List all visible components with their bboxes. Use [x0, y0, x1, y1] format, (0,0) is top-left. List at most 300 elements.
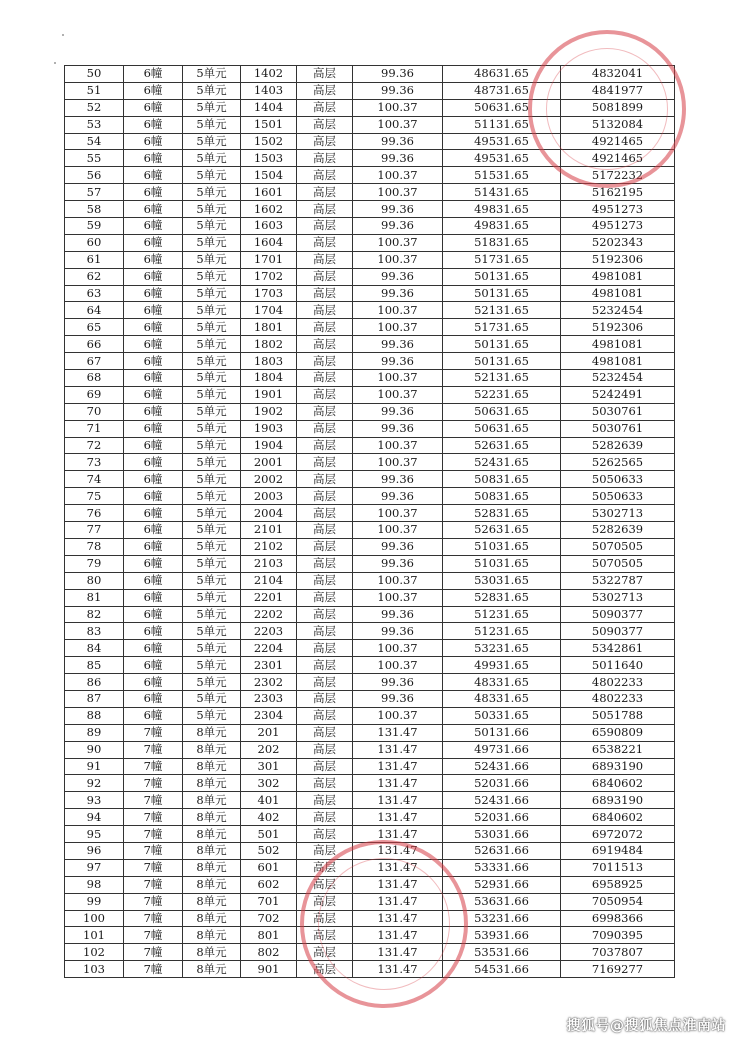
building-type-cell: 高层 [297, 606, 353, 623]
area-cell: 100.37 [353, 707, 443, 724]
unit-cell: 5单元 [183, 454, 241, 471]
row-index-cell: 90 [65, 741, 124, 758]
unit-cell: 5单元 [183, 657, 241, 674]
unit-cell: 5单元 [183, 488, 241, 505]
total-price-cell: 7169277 [561, 961, 675, 978]
area-cell: 131.47 [353, 893, 443, 910]
building-type-cell: 高层 [297, 234, 353, 251]
unit-cell: 5单元 [183, 251, 241, 268]
area-cell: 99.36 [353, 623, 443, 640]
unit-price-cell: 50831.65 [443, 488, 561, 505]
total-price-cell: 5262565 [561, 454, 675, 471]
building-type-cell: 高层 [297, 927, 353, 944]
room-number-cell: 1502 [241, 133, 297, 150]
unit-cell: 5单元 [183, 522, 241, 539]
building-type-cell: 高层 [297, 99, 353, 116]
unit-price-cell: 53031.66 [443, 826, 561, 843]
table-row [65, 488, 675, 505]
area-cell: 100.37 [353, 572, 443, 589]
table-row [65, 403, 675, 420]
room-number-cell: 2303 [241, 690, 297, 707]
area-cell: 99.36 [353, 674, 443, 691]
row-index-cell: 98 [65, 876, 124, 893]
room-number-cell: 402 [241, 809, 297, 826]
building-cell: 6幢 [124, 133, 183, 150]
row-index-cell: 69 [65, 386, 124, 403]
building-type-cell: 高层 [297, 386, 353, 403]
unit-cell: 5单元 [183, 606, 241, 623]
total-price-cell: 5322787 [561, 572, 675, 589]
building-cell: 6幢 [124, 386, 183, 403]
building-type-cell: 高层 [297, 66, 353, 83]
area-cell: 131.47 [353, 775, 443, 792]
building-type-cell: 高层 [297, 758, 353, 775]
building-type-cell: 高层 [297, 741, 353, 758]
building-type-cell: 高层 [297, 707, 353, 724]
building-cell: 7幢 [124, 927, 183, 944]
area-cell: 131.47 [353, 758, 443, 775]
unit-cell: 5单元 [183, 353, 241, 370]
watermark-text: 搜狐号@搜狐焦点淮南站 [566, 1018, 726, 1034]
unit-cell: 5单元 [183, 572, 241, 589]
unit-price-cell: 52431.65 [443, 454, 561, 471]
area-cell: 100.37 [353, 522, 443, 539]
unit-price-cell: 51731.65 [443, 319, 561, 336]
building-cell: 6幢 [124, 319, 183, 336]
room-number-cell: 2203 [241, 623, 297, 640]
table-row [65, 758, 675, 775]
room-number-cell: 1703 [241, 285, 297, 302]
unit-cell: 5单元 [183, 623, 241, 640]
unit-price-cell: 50631.65 [443, 403, 561, 420]
row-index-cell: 93 [65, 792, 124, 809]
room-number-cell: 1701 [241, 251, 297, 268]
room-number-cell: 2102 [241, 538, 297, 555]
total-price-cell: 5132084 [561, 116, 675, 133]
area-cell: 131.47 [353, 859, 443, 876]
building-cell: 6幢 [124, 572, 183, 589]
total-price-cell: 5030761 [561, 403, 675, 420]
area-cell: 131.47 [353, 927, 443, 944]
unit-cell: 8单元 [183, 741, 241, 758]
table-row [65, 674, 675, 691]
room-number-cell: 901 [241, 961, 297, 978]
room-number-cell: 1604 [241, 234, 297, 251]
area-cell: 131.47 [353, 842, 443, 859]
building-type-cell: 高层 [297, 657, 353, 674]
building-cell: 6幢 [124, 336, 183, 353]
table-row [65, 640, 675, 657]
room-number-cell: 1702 [241, 268, 297, 285]
area-cell: 131.47 [353, 724, 443, 741]
total-price-cell: 5090377 [561, 623, 675, 640]
room-number-cell: 2201 [241, 589, 297, 606]
unit-price-cell: 51231.65 [443, 623, 561, 640]
room-number-cell: 2202 [241, 606, 297, 623]
room-number-cell: 2301 [241, 657, 297, 674]
row-index-cell: 59 [65, 218, 124, 235]
room-number-cell: 1602 [241, 201, 297, 218]
table-row [65, 302, 675, 319]
table-row [65, 336, 675, 353]
room-number-cell: 1804 [241, 370, 297, 387]
building-type-cell: 高层 [297, 302, 353, 319]
building-type-cell: 高层 [297, 893, 353, 910]
area-cell: 99.36 [353, 353, 443, 370]
room-number-cell: 2304 [241, 707, 297, 724]
area-cell: 99.36 [353, 488, 443, 505]
building-cell: 6幢 [124, 420, 183, 437]
total-price-cell: 5011640 [561, 657, 675, 674]
total-price-cell: 7050954 [561, 893, 675, 910]
row-index-cell: 78 [65, 538, 124, 555]
unit-cell: 5单元 [183, 471, 241, 488]
total-price-cell: 5172232 [561, 167, 675, 184]
table-row [65, 234, 675, 251]
area-cell: 100.37 [353, 167, 443, 184]
unit-cell: 5单元 [183, 285, 241, 302]
row-index-cell: 65 [65, 319, 124, 336]
row-index-cell: 52 [65, 99, 124, 116]
unit-cell: 5单元 [183, 218, 241, 235]
area-cell: 99.36 [353, 150, 443, 167]
building-cell: 7幢 [124, 961, 183, 978]
building-cell: 7幢 [124, 944, 183, 961]
room-number-cell: 302 [241, 775, 297, 792]
total-price-cell: 4921465 [561, 133, 675, 150]
area-cell: 131.47 [353, 961, 443, 978]
row-index-cell: 63 [65, 285, 124, 302]
building-type-cell: 高层 [297, 842, 353, 859]
unit-cell: 8单元 [183, 826, 241, 843]
building-type-cell: 高层 [297, 876, 353, 893]
unit-cell: 8单元 [183, 809, 241, 826]
table-row [65, 285, 675, 302]
row-index-cell: 61 [65, 251, 124, 268]
total-price-cell: 4981081 [561, 353, 675, 370]
table-row [65, 471, 675, 488]
area-cell: 99.36 [353, 133, 443, 150]
row-index-cell: 92 [65, 775, 124, 792]
unit-cell: 5单元 [183, 116, 241, 133]
room-number-cell: 202 [241, 741, 297, 758]
room-number-cell: 701 [241, 893, 297, 910]
unit-cell: 8单元 [183, 758, 241, 775]
building-cell: 7幢 [124, 775, 183, 792]
row-index-cell: 101 [65, 927, 124, 944]
unit-cell: 8单元 [183, 775, 241, 792]
unit-cell: 5单元 [183, 690, 241, 707]
total-price-cell: 4981081 [561, 285, 675, 302]
row-index-cell: 77 [65, 522, 124, 539]
building-type-cell: 高层 [297, 538, 353, 555]
unit-price-cell: 53031.65 [443, 572, 561, 589]
total-price-cell: 6893190 [561, 758, 675, 775]
unit-price-cell: 51231.65 [443, 606, 561, 623]
building-type-cell: 高层 [297, 674, 353, 691]
total-price-cell: 6538221 [561, 741, 675, 758]
unit-price-cell: 51431.65 [443, 184, 561, 201]
row-index-cell: 102 [65, 944, 124, 961]
table-row [65, 741, 675, 758]
area-cell: 100.37 [353, 184, 443, 201]
building-cell: 6幢 [124, 707, 183, 724]
building-cell: 6幢 [124, 218, 183, 235]
building-type-cell: 高层 [297, 792, 353, 809]
area-cell: 100.37 [353, 657, 443, 674]
unit-price-cell: 51531.65 [443, 167, 561, 184]
building-type-cell: 高层 [297, 420, 353, 437]
area-cell: 131.47 [353, 792, 443, 809]
building-cell: 7幢 [124, 741, 183, 758]
unit-cell: 5单元 [183, 167, 241, 184]
unit-price-cell: 50131.66 [443, 724, 561, 741]
table-row [65, 370, 675, 387]
building-cell: 6幢 [124, 66, 183, 83]
row-index-cell: 72 [65, 437, 124, 454]
row-index-cell: 51 [65, 82, 124, 99]
unit-cell: 5单元 [183, 420, 241, 437]
building-cell: 6幢 [124, 674, 183, 691]
row-index-cell: 56 [65, 167, 124, 184]
table-row [65, 589, 675, 606]
unit-cell: 8单元 [183, 961, 241, 978]
area-cell: 131.47 [353, 910, 443, 927]
room-number-cell: 1902 [241, 403, 297, 420]
area-cell: 99.36 [353, 538, 443, 555]
row-index-cell: 53 [65, 116, 124, 133]
area-cell: 99.36 [353, 403, 443, 420]
area-cell: 99.36 [353, 420, 443, 437]
row-index-cell: 50 [65, 66, 124, 83]
unit-price-cell: 53531.66 [443, 944, 561, 961]
row-index-cell: 64 [65, 302, 124, 319]
row-index-cell: 86 [65, 674, 124, 691]
building-cell: 6幢 [124, 184, 183, 201]
row-index-cell: 88 [65, 707, 124, 724]
unit-price-cell: 53231.66 [443, 910, 561, 927]
building-cell: 6幢 [124, 234, 183, 251]
total-price-cell: 5070505 [561, 555, 675, 572]
building-type-cell: 高层 [297, 133, 353, 150]
unit-price-cell: 50131.65 [443, 336, 561, 353]
total-price-cell: 4832041 [561, 66, 675, 83]
unit-price-cell: 52031.66 [443, 775, 561, 792]
row-index-cell: 87 [65, 690, 124, 707]
room-number-cell: 501 [241, 826, 297, 843]
area-cell: 99.36 [353, 690, 443, 707]
total-price-cell: 5282639 [561, 437, 675, 454]
table-row [65, 184, 675, 201]
table-row [65, 724, 675, 741]
building-cell: 6幢 [124, 488, 183, 505]
table-row [65, 386, 675, 403]
area-cell: 100.37 [353, 319, 443, 336]
building-cell: 6幢 [124, 370, 183, 387]
unit-price-cell: 53931.66 [443, 927, 561, 944]
building-type-cell: 高层 [297, 201, 353, 218]
room-number-cell: 2002 [241, 471, 297, 488]
official-seal-top [528, 30, 686, 188]
building-cell: 7幢 [124, 809, 183, 826]
room-number-cell: 1801 [241, 319, 297, 336]
unit-price-cell: 52631.66 [443, 842, 561, 859]
building-type-cell: 高层 [297, 454, 353, 471]
row-index-cell: 89 [65, 724, 124, 741]
building-cell: 6幢 [124, 555, 183, 572]
table-row [65, 268, 675, 285]
building-cell: 6幢 [124, 251, 183, 268]
total-price-cell: 4841977 [561, 82, 675, 99]
table-row [65, 606, 675, 623]
building-cell: 6幢 [124, 623, 183, 640]
building-cell: 6幢 [124, 353, 183, 370]
room-number-cell: 2101 [241, 522, 297, 539]
building-type-cell: 高层 [297, 589, 353, 606]
table-row [65, 420, 675, 437]
unit-price-cell: 51831.65 [443, 234, 561, 251]
total-price-cell: 4981081 [561, 336, 675, 353]
building-type-cell: 高层 [297, 437, 353, 454]
unit-price-cell: 48331.65 [443, 690, 561, 707]
total-price-cell: 5050633 [561, 471, 675, 488]
area-cell: 99.36 [353, 66, 443, 83]
area-cell: 131.47 [353, 944, 443, 961]
building-type-cell: 高层 [297, 522, 353, 539]
unit-price-cell: 50131.65 [443, 268, 561, 285]
unit-price-cell: 48331.65 [443, 674, 561, 691]
building-cell: 6幢 [124, 302, 183, 319]
area-cell: 100.37 [353, 370, 443, 387]
total-price-cell: 5282639 [561, 522, 675, 539]
total-price-cell: 7011513 [561, 859, 675, 876]
unit-cell: 5单元 [183, 640, 241, 657]
unit-price-cell: 52831.65 [443, 505, 561, 522]
area-cell: 99.36 [353, 336, 443, 353]
unit-price-cell: 52431.66 [443, 758, 561, 775]
area-cell: 99.36 [353, 268, 443, 285]
building-cell: 7幢 [124, 724, 183, 741]
scan-speck [54, 62, 56, 64]
area-cell: 99.36 [353, 218, 443, 235]
area-cell: 99.36 [353, 606, 443, 623]
room-number-cell: 1403 [241, 82, 297, 99]
building-cell: 7幢 [124, 893, 183, 910]
building-type-cell: 高层 [297, 285, 353, 302]
total-price-cell: 4921465 [561, 150, 675, 167]
area-cell: 100.37 [353, 99, 443, 116]
room-number-cell: 2302 [241, 674, 297, 691]
room-number-cell: 1802 [241, 336, 297, 353]
unit-cell: 5单元 [183, 302, 241, 319]
unit-cell: 5单元 [183, 386, 241, 403]
building-cell: 6幢 [124, 99, 183, 116]
area-cell: 131.47 [353, 826, 443, 843]
unit-cell: 8单元 [183, 876, 241, 893]
unit-price-cell: 50131.65 [443, 285, 561, 302]
total-price-cell: 5090377 [561, 606, 675, 623]
room-number-cell: 2103 [241, 555, 297, 572]
unit-price-cell: 48731.65 [443, 82, 561, 99]
unit-cell: 5单元 [183, 505, 241, 522]
unit-price-cell: 50331.65 [443, 707, 561, 724]
row-index-cell: 96 [65, 842, 124, 859]
total-price-cell: 4802233 [561, 690, 675, 707]
building-type-cell: 高层 [297, 370, 353, 387]
room-number-cell: 802 [241, 944, 297, 961]
unit-price-cell: 54531.66 [443, 961, 561, 978]
room-number-cell: 1803 [241, 353, 297, 370]
building-type-cell: 高层 [297, 184, 353, 201]
building-type-cell: 高层 [297, 910, 353, 927]
building-type-cell: 高层 [297, 572, 353, 589]
building-cell: 6幢 [124, 403, 183, 420]
area-cell: 99.36 [353, 471, 443, 488]
row-index-cell: 71 [65, 420, 124, 437]
building-type-cell: 高层 [297, 961, 353, 978]
total-price-cell: 5051788 [561, 707, 675, 724]
total-price-cell: 6893190 [561, 792, 675, 809]
unit-price-cell: 49831.65 [443, 218, 561, 235]
building-type-cell: 高层 [297, 623, 353, 640]
area-cell: 100.37 [353, 454, 443, 471]
area-cell: 131.47 [353, 876, 443, 893]
building-type-cell: 高层 [297, 826, 353, 843]
table-row [65, 353, 675, 370]
row-index-cell: 79 [65, 555, 124, 572]
unit-price-cell: 50831.65 [443, 471, 561, 488]
room-number-cell: 1901 [241, 386, 297, 403]
room-number-cell: 301 [241, 758, 297, 775]
room-number-cell: 801 [241, 927, 297, 944]
room-number-cell: 1904 [241, 437, 297, 454]
room-number-cell: 702 [241, 910, 297, 927]
area-cell: 131.47 [353, 741, 443, 758]
building-cell: 7幢 [124, 859, 183, 876]
area-cell: 100.37 [353, 640, 443, 657]
room-number-cell: 602 [241, 876, 297, 893]
building-type-cell: 高层 [297, 336, 353, 353]
total-price-cell: 7037807 [561, 944, 675, 961]
area-cell: 100.37 [353, 234, 443, 251]
unit-price-cell: 53231.65 [443, 640, 561, 657]
row-index-cell: 91 [65, 758, 124, 775]
unit-price-cell: 52631.65 [443, 437, 561, 454]
total-price-cell: 6840602 [561, 775, 675, 792]
table-row [65, 218, 675, 235]
total-price-cell: 5232454 [561, 302, 675, 319]
room-number-cell: 1603 [241, 218, 297, 235]
room-number-cell: 401 [241, 792, 297, 809]
row-index-cell: 60 [65, 234, 124, 251]
total-price-cell: 5302713 [561, 505, 675, 522]
row-index-cell: 57 [65, 184, 124, 201]
row-index-cell: 99 [65, 893, 124, 910]
total-price-cell: 5192306 [561, 251, 675, 268]
unit-cell: 5单元 [183, 707, 241, 724]
total-price-cell: 5302713 [561, 589, 675, 606]
total-price-cell: 5192306 [561, 319, 675, 336]
area-cell: 100.37 [353, 251, 443, 268]
row-index-cell: 75 [65, 488, 124, 505]
table-row [65, 826, 675, 843]
row-index-cell: 82 [65, 606, 124, 623]
table-row [65, 522, 675, 539]
table-row [65, 572, 675, 589]
total-price-cell: 6919484 [561, 842, 675, 859]
unit-cell: 5单元 [183, 589, 241, 606]
table-row [65, 809, 675, 826]
